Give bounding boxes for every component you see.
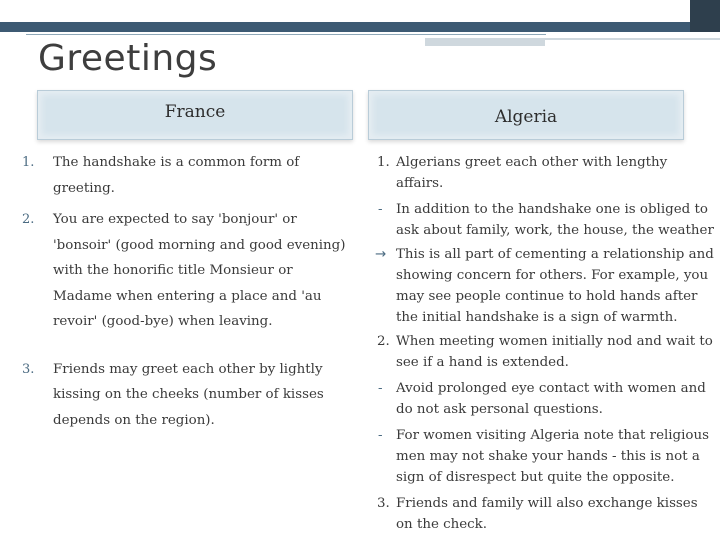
list-item-text: Friends and family will also exchange kisses on the check. — [396, 496, 698, 532]
france-list — [22, 150, 352, 433]
slide-title: Greetings — [38, 38, 218, 79]
algeria-list — [370, 152, 715, 535]
list-item — [370, 331, 715, 373]
list-item-text: When meeting women initially nod and wait to see if a hand is extended. — [396, 334, 713, 370]
title-rule-accent — [425, 38, 545, 46]
list-marker: 1. — [377, 155, 390, 170]
list-item — [22, 357, 352, 434]
list-marker: 3. — [377, 496, 390, 511]
title-rule-accent-thin — [545, 38, 720, 40]
algeria-header-label: Algeria — [494, 107, 558, 127]
top-decor-band — [0, 0, 720, 20]
list-item — [370, 244, 715, 328]
list-item-text: In addition to the handshake one is obliged to ask about family, work, the house, the weather — [396, 202, 714, 238]
top-decor-bar — [0, 0, 720, 22]
top-accent-stripe — [0, 22, 720, 32]
dash-marker: - — [378, 428, 383, 443]
dash-marker: - — [378, 381, 383, 396]
list-item-text: For women visiting Algeria note that religious men may not shake your hands - this is not a sign of disrespect but quite the opposite. — [396, 428, 709, 485]
france-column-header — [37, 90, 353, 140]
france-header-label: France — [164, 102, 226, 122]
list-item — [370, 152, 715, 194]
list-item-text: Friends may greet each other by lightly kissing on the cheeks (number of kisses depends on the region). — [53, 361, 324, 428]
list-marker: 3. — [22, 361, 35, 377]
list-marker: 1. — [22, 155, 35, 170]
top-accent-corner — [690, 0, 720, 32]
list-marker: 2. — [22, 212, 35, 227]
list-item-text: The handshake is a common form of greeting. — [53, 155, 300, 196]
title-rule — [26, 34, 546, 35]
list-item — [370, 199, 715, 241]
list-item-text: Avoid prolonged eye contact with women and do not ask personal questions. — [396, 381, 706, 417]
arrow-right-icon: → — [375, 247, 387, 262]
list-item-text: Algerians greet each other with lengthy affairs. — [396, 155, 668, 191]
list-item — [22, 207, 352, 335]
list-item — [370, 493, 715, 535]
list-item — [370, 425, 715, 488]
algeria-column-header — [368, 90, 684, 140]
list-item-text: This is all part of cementing a relationship and showing concern for others. For example, you may see people continue to hold hands after the initial handshake is a sign of warmth. — [396, 247, 714, 325]
list-marker: 2. — [377, 334, 390, 349]
list-item — [370, 378, 715, 420]
list-item-text: You are expected to say 'bonjour' or 'bonsoir' (good morning and good evening) with the honorific title Monsieur or Madame when entering a place and 'au revoir' (good-bye) when leaving. — [53, 212, 346, 329]
dash-marker: - — [378, 202, 383, 217]
list-item — [22, 150, 352, 201]
